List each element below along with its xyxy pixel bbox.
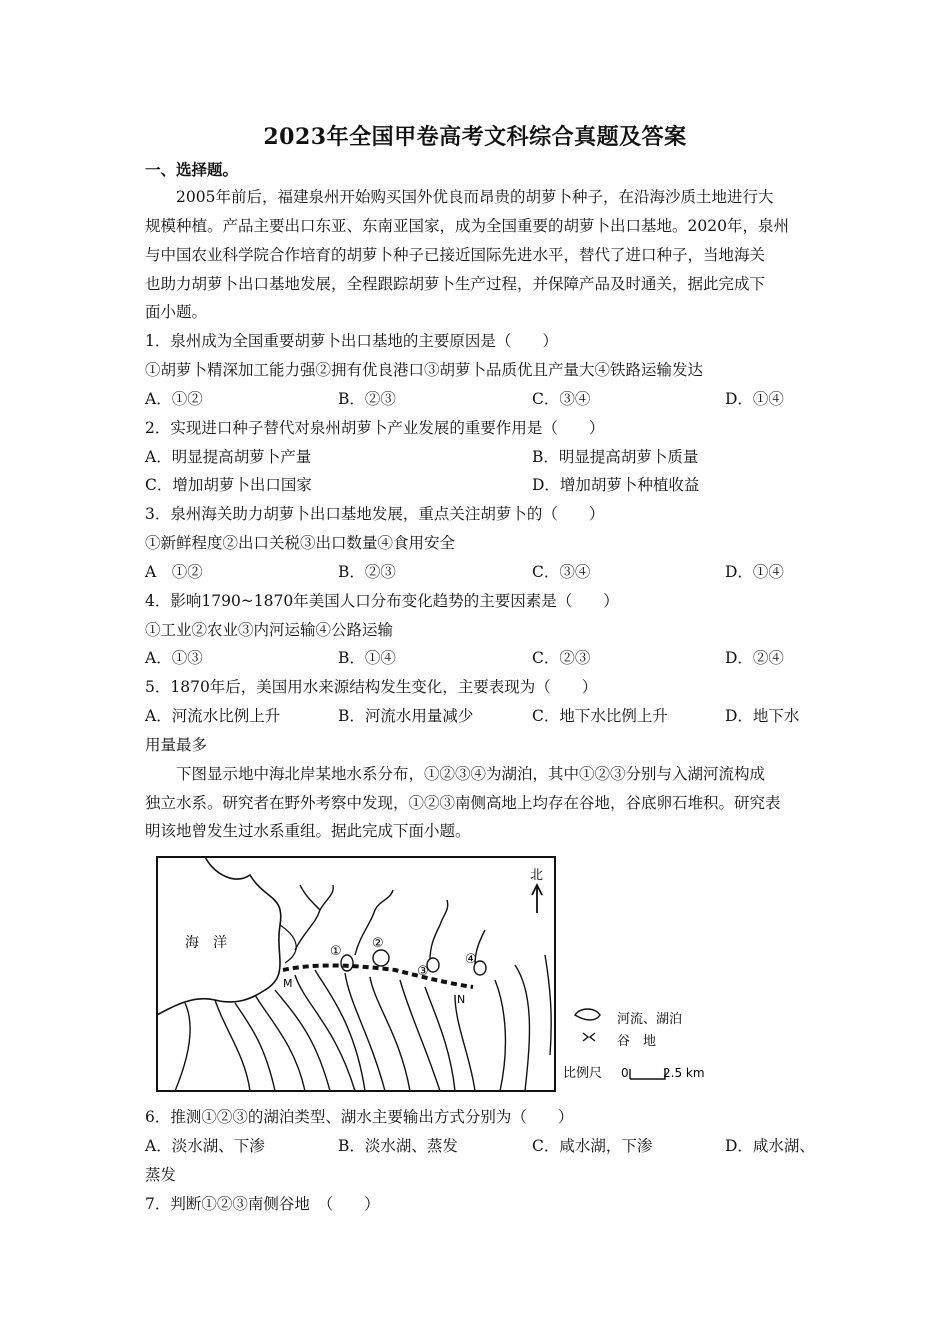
passage2-line: 下图显示地中海北岸某地水系分布，①②③④为湖泊，其中①②③分别与入湖河流构成	[176, 765, 766, 783]
q5-option-a: A．河流水比例上升	[145, 707, 281, 725]
page-title: 2023年全国甲卷高考文科综合真题及答案	[263, 124, 687, 150]
drainage-map	[155, 855, 725, 1095]
section-heading: 一、选择题。	[145, 160, 239, 179]
passage1-line: 2005年前后，福建泉州开始购买国外优良而昂贵的胡萝卜种子，在沿海沙质土地进行大	[176, 188, 774, 206]
q6-option-d-continued: 蒸发	[145, 1166, 177, 1184]
q6-option-c: C．咸水湖，下渗	[532, 1137, 653, 1155]
q4-option-c: C．②③	[532, 649, 591, 667]
passage1-line: 规模种植。产品主要出口东亚、东南亚国家，成为全国重要的胡萝卜出口基地。2020年，泉州	[145, 217, 789, 235]
q1-option-b: B．②③	[338, 390, 396, 408]
passage1-line: 与中国农业科学院合作培育的胡萝卜种子已接近国际先进水平，替代了进口种子，当地海关	[145, 246, 766, 264]
q4-option-d: D．②④	[725, 649, 784, 667]
label-n: N	[457, 993, 466, 1006]
scale-value: 2.5 km	[663, 1066, 705, 1080]
legend-river-icon	[575, 1009, 600, 1020]
lake-4-label: ④	[465, 952, 477, 967]
q3-option-d: D．①④	[725, 563, 784, 581]
q5-option-c: C．地下水比例上升	[532, 707, 668, 725]
label-m: M	[283, 977, 293, 990]
q5-option-b: B．河流水用量减少	[338, 707, 474, 725]
question-7-stem: 7．判断①②③南侧谷地 （ ）	[145, 1195, 380, 1213]
map-frame	[157, 857, 555, 1091]
q6-option-b: B．淡水湖、蒸发	[338, 1137, 458, 1155]
passage1-line: 面小题。	[145, 303, 208, 321]
ocean-label: 海 洋	[185, 935, 227, 951]
question-5-stem: 5．1870年后，美国用水来源结构发生变化，主要表现为（ ）	[145, 678, 598, 696]
lake-1-label: ①	[330, 944, 342, 959]
lake-2-label: ②	[372, 936, 384, 951]
q5-option-d: D．地下水	[725, 707, 800, 725]
question-1-items: ①胡萝卜精深加工能力强②拥有优良港口③胡萝卜品质优且产量大④铁路运输发达	[145, 361, 704, 379]
lake-1	[341, 955, 353, 971]
question-2-stem: 2．实现进口种子替代对泉州胡萝卜产业发展的重要作用是（ ）	[145, 419, 605, 437]
q2-option-a: A．明显提高胡萝卜产量	[145, 448, 312, 466]
north-label: 北	[530, 868, 544, 883]
passage2-line: 明该地曾发生过水系重组。据此完成下面小题。	[145, 822, 471, 840]
q3-option-b: B．②③	[338, 563, 396, 581]
q2-option-d: D．增加胡萝卜种植收益	[532, 476, 700, 494]
question-1-stem: 1．泉州成为全国重要胡萝卜出口基地的主要原因是（ ）	[145, 332, 558, 350]
q1-option-d: D．①④	[725, 390, 784, 408]
q4-option-a: A．①③	[145, 649, 203, 667]
lake-3-label: ③	[417, 964, 429, 979]
scale-label: 比例尺	[563, 1066, 603, 1081]
question-4-items: ①工业②农业③内河运输④公路运输	[145, 621, 394, 639]
scale-bar	[630, 1069, 665, 1079]
question-6-stem: 6．推测①②③的湖泊类型、湖水主要输出方式分别为（ ）	[145, 1108, 574, 1126]
q3-option-c: C．③④	[532, 563, 591, 581]
q1-option-c: C．③④	[532, 390, 591, 408]
q6-option-d: D．咸水湖、	[725, 1137, 815, 1155]
q5-option-d-continued: 用量最多	[145, 736, 208, 754]
q3-option-a: A ①②	[145, 563, 203, 581]
q4-option-b: B．①④	[338, 649, 396, 667]
passage1-line: 也助力胡萝卜出口基地发展，全程跟踪胡萝卜生产过程，并保障产品及时通关，据此完成下	[145, 275, 766, 293]
legend-valley-icon	[583, 1033, 595, 1041]
q1-option-a: A．①②	[145, 390, 203, 408]
question-4-stem: 4．影响1790~1870年美国人口分布变化趋势的主要因素是（ ）	[145, 592, 619, 610]
q6-option-a: A．淡水湖、下渗	[145, 1137, 265, 1155]
scale-zero: 0	[621, 1066, 629, 1080]
question-3-stem: 3．泉州海关助力胡萝卜出口基地发展，重点关注胡萝卜的（ ）	[145, 505, 605, 523]
legend-river-label: 河流、湖泊	[617, 1012, 683, 1027]
q2-option-b: B．明显提高胡萝卜质量	[532, 448, 699, 466]
lake-3	[427, 958, 439, 972]
lake-2	[373, 950, 389, 966]
question-3-items: ①新鲜程度②出口关税③出口数量④食用安全	[145, 534, 456, 552]
passage2-line: 独立水系。研究者在野外考察中发现，①②③南侧高地上均存在谷地，谷底卵石堆积。研究表	[145, 794, 781, 812]
q2-option-c: C．增加胡萝卜出口国家	[145, 476, 312, 494]
legend-valley-label: 谷 地	[617, 1034, 657, 1049]
